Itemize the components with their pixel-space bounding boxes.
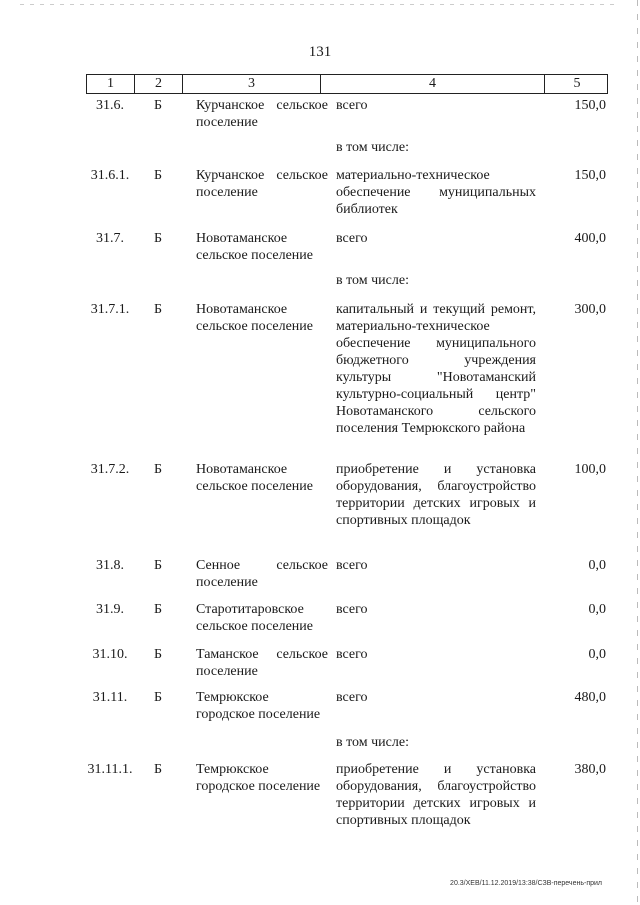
row-settlement: Курчанское сельское поселение (196, 168, 328, 200)
row-settlement: Темрюкское городское поселение (196, 690, 321, 722)
row-purpose: всего (336, 98, 368, 113)
row-type: Б (153, 231, 163, 246)
row-settlement: Темрюкское городское поселение (196, 762, 321, 794)
row-number: 31.7. (96, 231, 124, 246)
row-amount: 150,0 (574, 98, 606, 113)
scan-artifact-top (20, 4, 620, 5)
row-purpose: всего (336, 602, 368, 617)
row-amount: 300,0 (574, 302, 606, 317)
row-type: Б (153, 602, 163, 617)
row-type: Б (153, 762, 163, 777)
row-purpose: всего (336, 647, 368, 662)
column-header-3: 3 (183, 75, 321, 93)
row-settlement: Новотаманское сельское поселение (196, 302, 313, 334)
row-amount: 0,0 (588, 558, 606, 573)
row-type: Б (153, 462, 163, 477)
column-header-4: 4 (321, 75, 545, 93)
row-purpose: материально-техническое обеспечение муниципальных библиотек (336, 168, 536, 217)
row-settlement: Курчанское сельское поселение (196, 98, 328, 130)
row-type: Б (153, 302, 163, 317)
row-purpose: приобретение и установка оборудования, благоустройство территории детских игровых и спортивных площадок (336, 762, 536, 828)
page-number: 131 (308, 44, 332, 60)
row-amount: 150,0 (574, 168, 606, 183)
row-settlement: Новотаманское сельское поселение (196, 231, 313, 263)
row-settlement: Новотаманское сельское поселение (196, 462, 313, 494)
row-number: 31.6.1. (90, 168, 130, 183)
document-footer-code: 20.3/ХЕВ/11.12.2019/13:38/СЗВ-перечень-прил (450, 880, 602, 887)
row-number: 31.10. (92, 647, 128, 662)
row-type: Б (153, 690, 163, 705)
row-purpose: капитальный и текущий ремонт, материально-техническое обеспечение муниципального бюджетного учреждения культуры "Новотаманский культурно-социальный центр" Новотаманского сельского поселения Темрюкского района (336, 302, 536, 436)
row-purpose: всего (336, 558, 368, 573)
row-amount: 0,0 (588, 647, 606, 662)
row-amount: 0,0 (588, 602, 606, 617)
row-purpose: приобретение и установка оборудования, благоустройство территории детских игровых и спортивных площадок (336, 462, 536, 528)
row-purpose: всего (336, 231, 368, 246)
subheading-including: в том числе: (336, 735, 409, 750)
row-number: 31.7.1. (90, 302, 130, 317)
row-settlement: Старотитаровское сельское поселение (196, 602, 313, 634)
scan-artifact-edge (637, 0, 638, 905)
row-number: 31.11. (92, 690, 128, 705)
row-amount: 100,0 (574, 462, 606, 477)
row-number: 31.8. (96, 558, 124, 573)
column-header-5: 5 (573, 76, 581, 91)
row-amount: 380,0 (574, 762, 606, 777)
row-type: Б (153, 98, 163, 113)
row-settlement: Сенное сельское поселение (196, 558, 328, 590)
row-type: Б (153, 168, 163, 183)
subheading-including: в том числе: (336, 273, 409, 288)
row-type: Б (153, 558, 163, 573)
column-header-2: 2 (135, 75, 183, 93)
row-amount: 400,0 (574, 231, 606, 246)
row-number: 31.11.1. (87, 762, 133, 777)
subheading-including: в том числе: (336, 140, 409, 155)
row-amount: 480,0 (574, 690, 606, 705)
row-type: Б (153, 647, 163, 662)
column-header-1: 1 (87, 75, 135, 93)
column-header-row (86, 74, 608, 94)
row-purpose: всего (336, 690, 368, 705)
row-number: 31.9. (96, 602, 124, 617)
row-settlement: Таманское сельское поселение (196, 647, 328, 679)
row-number: 31.7.2. (90, 462, 130, 477)
row-number: 31.6. (96, 98, 124, 113)
